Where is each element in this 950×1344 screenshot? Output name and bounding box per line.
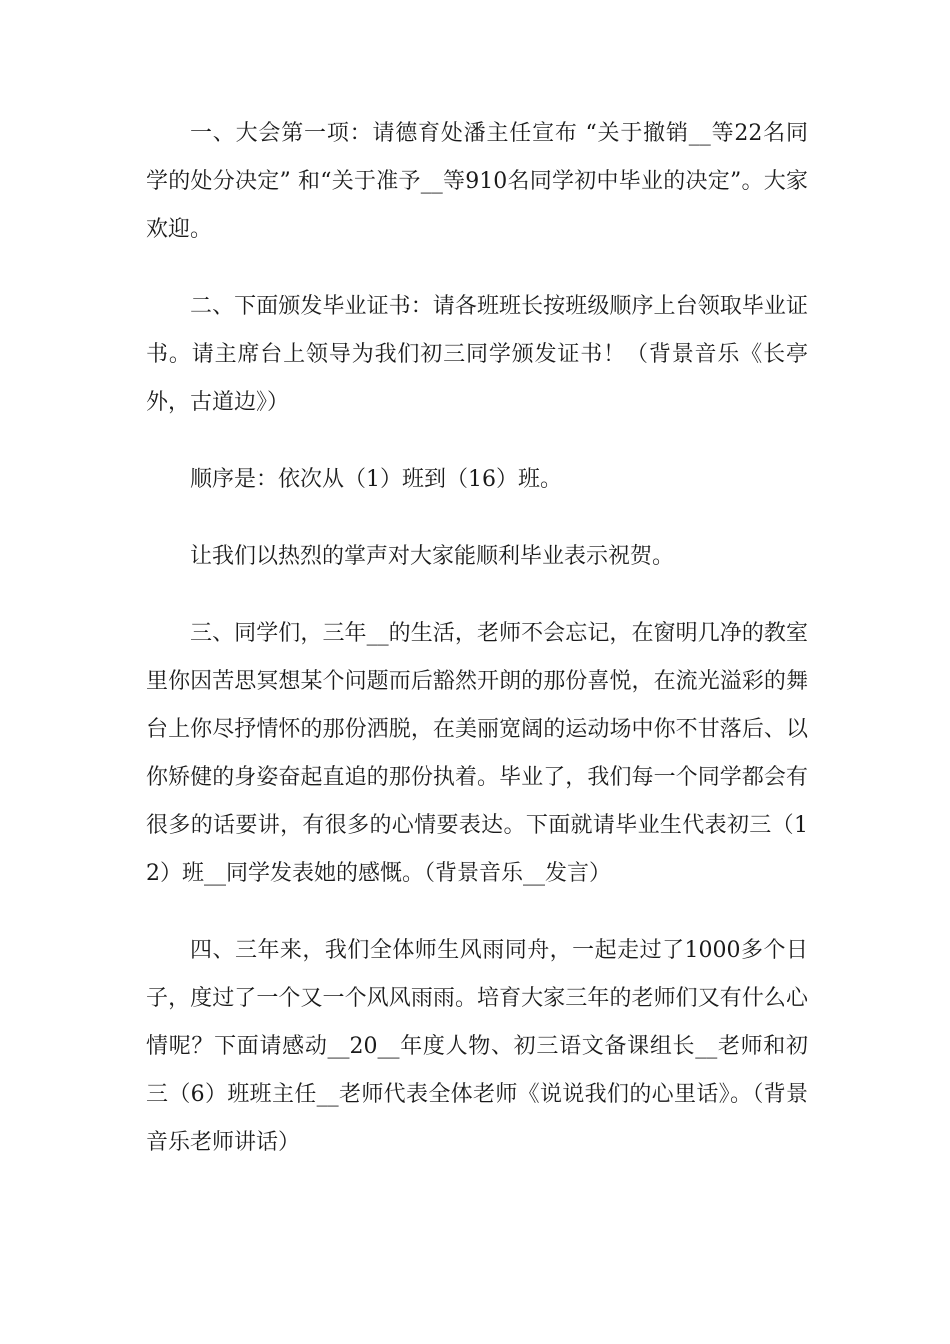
paragraph-student-speech: 三、同学们，三年__的生活，老师不会忘记，在窗明几净的教室里你因苦思冥想某个问题而后豁然开朗的那份喜悦，在流光溢彩的舞台上你尽抒情怀的那份洒脱，在美丽宽阔的运动场中你不甘落后、以你矫健的身姿奋起直追的那份执着。毕业了，我们每一个同学都会有很多的话要讲，有很多的心情要表达。下面就请毕业生代表初三（12）班__同学发表她的感慨。（背景音乐__发言） bbox=[146, 621, 808, 886]
document-body bbox=[146, 110, 808, 1196]
paragraph-applause: 让我们以热烈的掌声对大家能顺利毕业表示祝贺。 bbox=[190, 544, 675, 569]
paragraph-teacher-speech: 四、三年来，我们全体师生风雨同舟，一起走过了1000多个日子，度过了一个又一个风风雨雨。培育大家三年的老师们又有什么心情呢？下面请感动__20__年度人物、初三语文备课组长__老师和初三（6）班班主任__老师代表全体老师《说说我们的心里话》。（背景音乐老师讲话） bbox=[146, 938, 808, 1155]
paragraph-order: 顺序是：依次从（1）班到（16）班。 bbox=[190, 467, 562, 492]
paragraph-certificates: 二、下面颁发毕业证书：请各班班长按班级顺序上台领取毕业证书。请主席台上领导为我们初三同学颁发证书！（背景音乐《长亭外，古道边》） bbox=[146, 294, 808, 415]
paragraph-announcement: 一、大会第一项：请德育处潘主任宣布 “关于撤销__等22名同学的处分决定” 和“关于准予__等910名同学初中毕业的决定”。大家欢迎。 bbox=[146, 121, 808, 242]
